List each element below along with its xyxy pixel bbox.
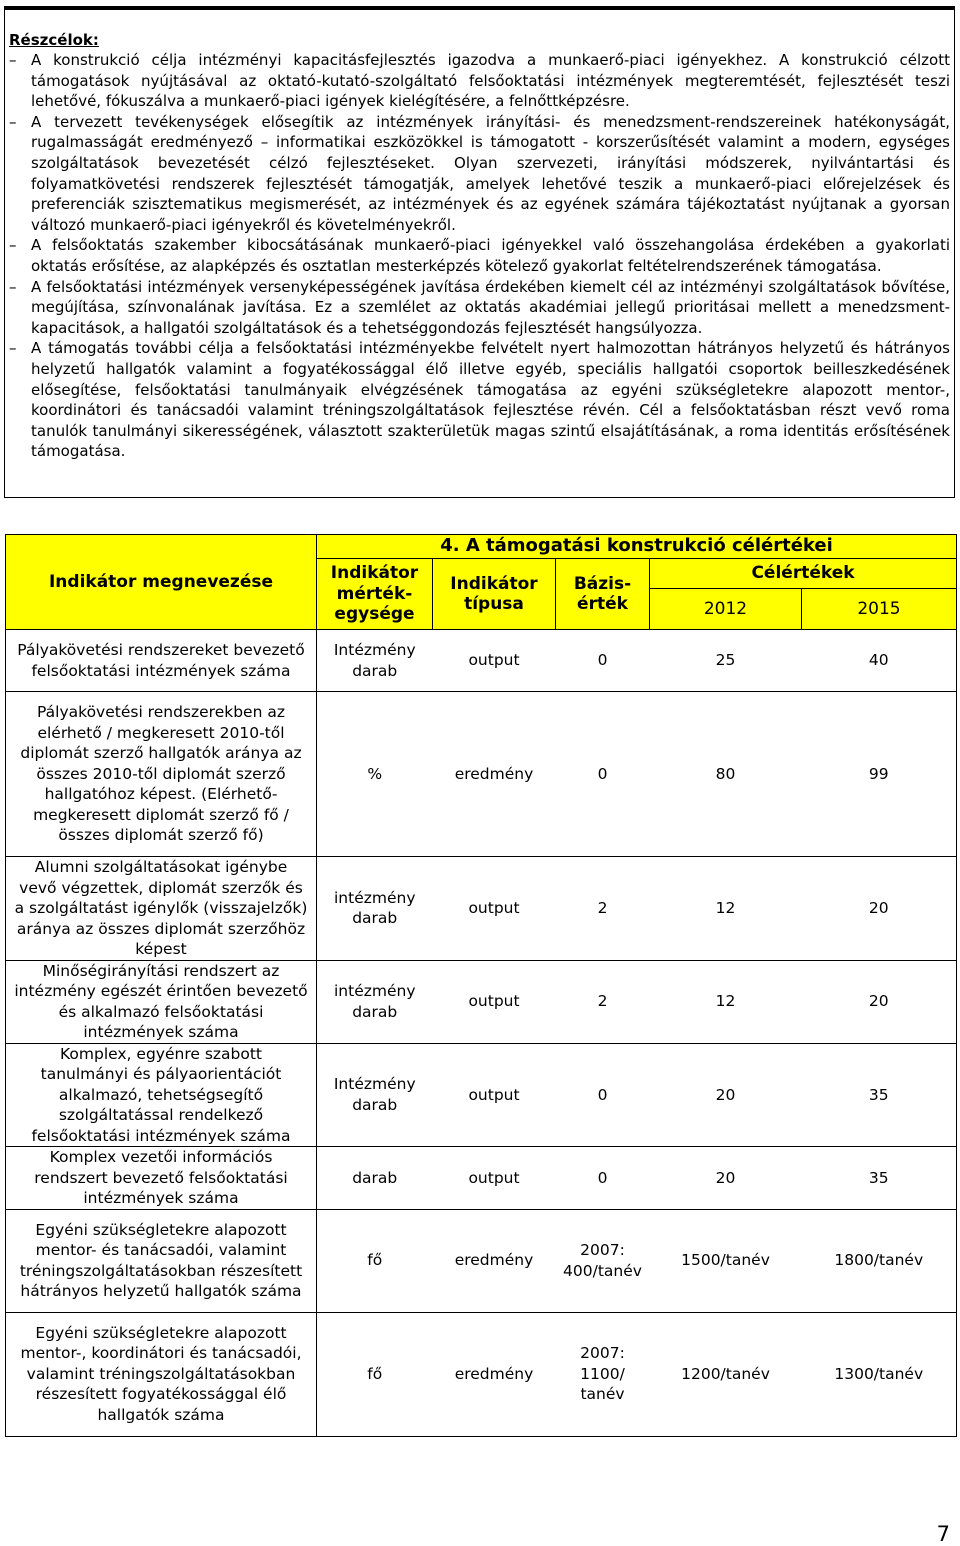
cell-type: eredmény bbox=[433, 692, 556, 857]
goal-item bbox=[9, 235, 950, 276]
cell-unit: fő bbox=[317, 1312, 433, 1436]
goals-section bbox=[4, 6, 955, 498]
cell-2012: 1200/tanév bbox=[650, 1312, 802, 1436]
cell-base: 2 bbox=[556, 857, 650, 961]
cell-type: eredmény bbox=[433, 1209, 556, 1312]
table-row bbox=[6, 1209, 957, 1312]
cell-type: output bbox=[433, 857, 556, 961]
header-targets: Célértékek bbox=[650, 559, 957, 589]
cell-type: output bbox=[433, 1043, 556, 1147]
cell-unit: intézmény darab bbox=[317, 960, 433, 1043]
cell-2015: 20 bbox=[802, 960, 957, 1043]
dash-bullet: – bbox=[9, 236, 17, 255]
cell-type: output bbox=[433, 630, 556, 692]
cell-2015: 1800/tanév bbox=[802, 1209, 957, 1312]
goal-item bbox=[9, 277, 950, 339]
table-row bbox=[6, 630, 957, 692]
indicator-table bbox=[5, 534, 957, 1437]
goal-text: A tervezett tevékenységek elősegítik az intézmények irányítási- és menedzsment-rendszereinek hatékonyságát, rugalmasságát eredményező – informatikai eszközökkel is támogatott - korszerűsítését valamint a modern, egységes szolgáltatások bevezetését célzó fejlesztéseket. Olyan szervezeti, irányítási módszerek, nyilvántartási és folyamatkövetési rendszerek fejlesztését támogatják, amelyek lehetővé teszik a munkaerő-piaci előrejelzések és preferenciák szisztematikus megismerését, az intézmények és az egyének számára tájékoztatást nyújtanak a gyorsan változó munkaerő-piaci igényekről és követelményekről. bbox=[31, 112, 950, 234]
cell-2015: 40 bbox=[802, 630, 957, 692]
cell-unit: fő bbox=[317, 1209, 433, 1312]
cell-2012: 12 bbox=[650, 960, 802, 1043]
header-year-2012: 2012 bbox=[650, 589, 802, 630]
cell-indicator-name: Minőségirányítási rendszert az intézmény egészét érintően bevezető és alkalmazó felsőoktatási intézmények száma bbox=[6, 960, 317, 1043]
table-row bbox=[6, 857, 957, 961]
cell-type: eredmény bbox=[433, 1312, 556, 1436]
cell-2012: 12 bbox=[650, 857, 802, 961]
dash-bullet: – bbox=[9, 339, 17, 358]
goals-title: Részcélok: bbox=[9, 31, 99, 49]
table-row bbox=[6, 960, 957, 1043]
goal-text: A támogatás további célja a felsőoktatási intézményekbe felvételt nyert halmozottan hátrányos helyzetű és hátrányos helyzetű hallgatók valamint a fogyatékossággal élő illetve egyéb, speciális hallgatói csoportok beilleszkedésének elősegítése, felsőoktatási tanulmányaik elvégzésének támogatása az egyéni szükségletekre alapozott mentor-, koordinátori és tanácsadói valamint tréningszolgáltatások fejlesztése révén. Cél a felsőoktatásban részt vevő roma tanulók tanulmányi sikerességének, választott szakterületük magas szintű elsajátításának, a roma identitás erősítésének támogatása. bbox=[31, 339, 950, 461]
table-row bbox=[6, 1147, 957, 1210]
cell-base: 0 bbox=[556, 1147, 650, 1210]
dash-bullet: – bbox=[9, 112, 17, 131]
cell-unit: Intézmény darab bbox=[317, 1043, 433, 1147]
cell-indicator-name: Egyéni szükségletekre alapozott mentor- és tanácsadói, valamint tréningszolgáltatásokban részesített hátrányos helyzetű hallgatók száma bbox=[6, 1209, 317, 1312]
cell-2012: 1500/tanév bbox=[650, 1209, 802, 1312]
goal-item bbox=[9, 50, 950, 112]
cell-indicator-name: Egyéni szükségletekre alapozott mentor-, koordinátori és tanácsadói, valamint tréningszolgáltatásokban részesített fogyatékossággal élő hallgatók száma bbox=[6, 1312, 317, 1436]
cell-unit: % bbox=[317, 692, 433, 857]
cell-indicator-name: Pályakövetési rendszerekben az elérhető / megkeresett 2010-től diplomát szerző hallgatók aránya az összes 2010-től diplomát szerző hallgatóhoz képest. (Elérhető-megkeresett diplomát szerző fő / összes diplomát szerző fő) bbox=[6, 692, 317, 857]
cell-unit: darab bbox=[317, 1147, 433, 1210]
table-row bbox=[6, 1312, 957, 1436]
cell-2015: 99 bbox=[802, 692, 957, 857]
cell-2012: 25 bbox=[650, 630, 802, 692]
header-year-2015: 2015 bbox=[802, 589, 957, 630]
goal-text: A felsőoktatási intézmények versenyképességének javítása érdekében kiemelt cél az intézményi szolgáltatások bővítése, megújítása, színvonalának javítása. Ez a szemlélet az oktatás akadémiai jellegű prioritásai mellett a menedzsment-kapacitások, a hallgatói szolgáltatások és a tehetséggondozás fejlesztését hangsúlyozza. bbox=[31, 277, 950, 337]
cell-indicator-name: Pályakövetési rendszereket bevezető felsőoktatási intézmények száma bbox=[6, 630, 317, 692]
goal-text: A konstrukció célja intézményi kapacitásfejlesztés igazodva a munkaerő-piaci igényekhez. A konstrukció célzott támogatások nyújtásával az oktató-kutató-szolgáltató felsőoktatási intézmények megteremtését, fejlesztését teszi lehetővé, fókuszálva a munkaerő-piaci igények kielégítésére, a felnőttképzésre. bbox=[31, 51, 950, 111]
header-base: Bázis-érték bbox=[556, 559, 650, 630]
header-indicator-name: Indikátor megnevezése bbox=[6, 535, 317, 630]
goal-text: A felsőoktatás szakember kibocsátásának munkaerő-piaci igényekkel való összehangolása érdekében a gyakorlati oktatás erősítése, az alapképzés és osztatlan mesterképzés kötelező gyakorlat feltételrendszerének támogatása. bbox=[31, 236, 950, 275]
cell-indicator-name: Komplex, egyénre szabott tanulmányi és pályaorientációt alkalmazó, tehetségsegítő szolgáltatással rendelkező felsőoktatási intézmények száma bbox=[6, 1043, 317, 1147]
cell-base: 2 bbox=[556, 960, 650, 1043]
dash-bullet: – bbox=[9, 277, 17, 296]
cell-base: 0 bbox=[556, 630, 650, 692]
cell-unit: Intézmény darab bbox=[317, 630, 433, 692]
cell-2012: 80 bbox=[650, 692, 802, 857]
cell-base: 0 bbox=[556, 1043, 650, 1147]
cell-2015: 1300/tanév bbox=[802, 1312, 957, 1436]
page-number: 7 bbox=[936, 1522, 950, 1546]
cell-2015: 20 bbox=[802, 857, 957, 961]
cell-2012: 20 bbox=[650, 1147, 802, 1210]
cell-type: output bbox=[433, 1147, 556, 1210]
cell-indicator-name: Komplex vezetői információs rendszert bevezető felsőoktatási intézmények száma bbox=[6, 1147, 317, 1210]
cell-2015: 35 bbox=[802, 1147, 957, 1210]
cell-base: 2007: 1100/ tanév bbox=[556, 1312, 650, 1436]
table-row bbox=[6, 1043, 957, 1147]
cell-type: output bbox=[433, 960, 556, 1043]
table-row bbox=[6, 692, 957, 857]
indicator-table-section bbox=[5, 534, 956, 1437]
cell-unit: intézmény darab bbox=[317, 857, 433, 961]
cell-indicator-name: Alumni szolgáltatásokat igénybe vevő végzettek, diplomát szerzők és a szolgáltatást igénylők (visszajelzők) aránya az összes diplomát szerzőhöz képest bbox=[6, 857, 317, 961]
cell-2015: 35 bbox=[802, 1043, 957, 1147]
goal-item bbox=[9, 338, 950, 462]
cell-base: 2007: 400/tanév bbox=[556, 1209, 650, 1312]
cell-2012: 20 bbox=[650, 1043, 802, 1147]
goal-item bbox=[9, 112, 950, 236]
table-title: 4. A támogatási konstrukció célértékei bbox=[317, 535, 957, 559]
header-unit: Indikátor mérték-egysége bbox=[317, 559, 433, 630]
cell-base: 0 bbox=[556, 692, 650, 857]
header-type: Indikátor típusa bbox=[433, 559, 556, 630]
dash-bullet: – bbox=[9, 51, 17, 69]
